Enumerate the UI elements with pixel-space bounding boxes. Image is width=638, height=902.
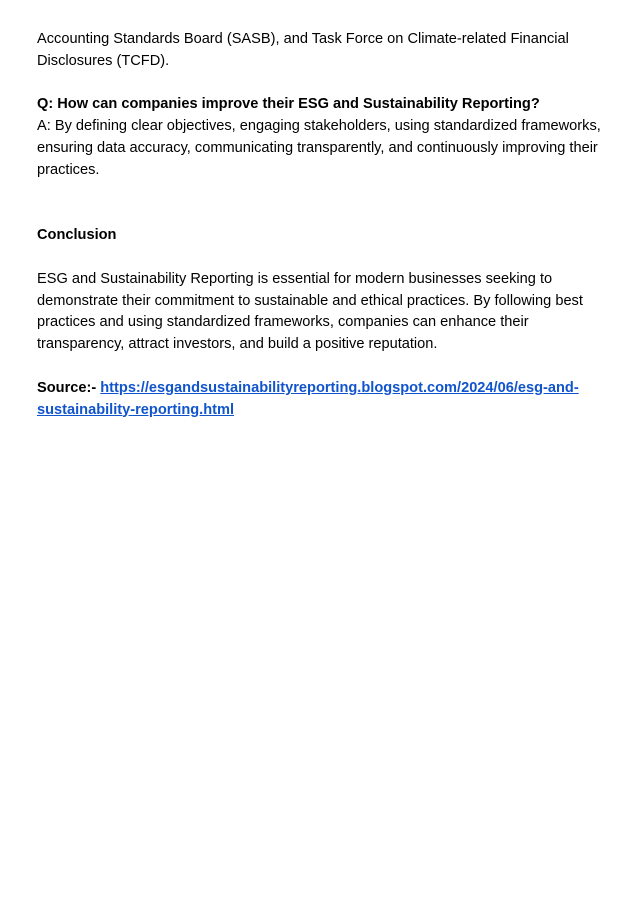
faq-question: Q: How can companies improve their ESG and Sustainability Reporting? — [37, 96, 540, 113]
source-line — [37, 378, 603, 422]
intro-continuation-paragraph: Accounting Standards Board (SASB), and Task Force on Climate-related Financial Disclosures (TCFD). — [37, 31, 569, 69]
source-link[interactable]: https://esgandsustainabilityreporting.blogspot.com/2024/06/esg-and-sustainability-reporting.html — [37, 379, 579, 418]
faq-answer: A: By defining clear objectives, engaging stakeholders, using standardized frameworks, ensuring data accuracy, communicating transparently, and continuously improving their practices. — [37, 118, 601, 178]
conclusion-body: ESG and Sustainability Reporting is essential for modern businesses seeking to demonstrate their commitment to sustainable and ethical practices. By following best practices and using standardized frameworks, companies can enhance their transparency, attract investors, and build a positive reputation. — [37, 270, 583, 353]
conclusion-heading: Conclusion — [37, 227, 117, 244]
spacer — [37, 73, 603, 95]
spacer — [37, 182, 603, 226]
spacer — [37, 356, 603, 378]
source-label: Source:- — [37, 379, 97, 396]
document-page — [37, 29, 603, 421]
spacer — [37, 247, 603, 269]
